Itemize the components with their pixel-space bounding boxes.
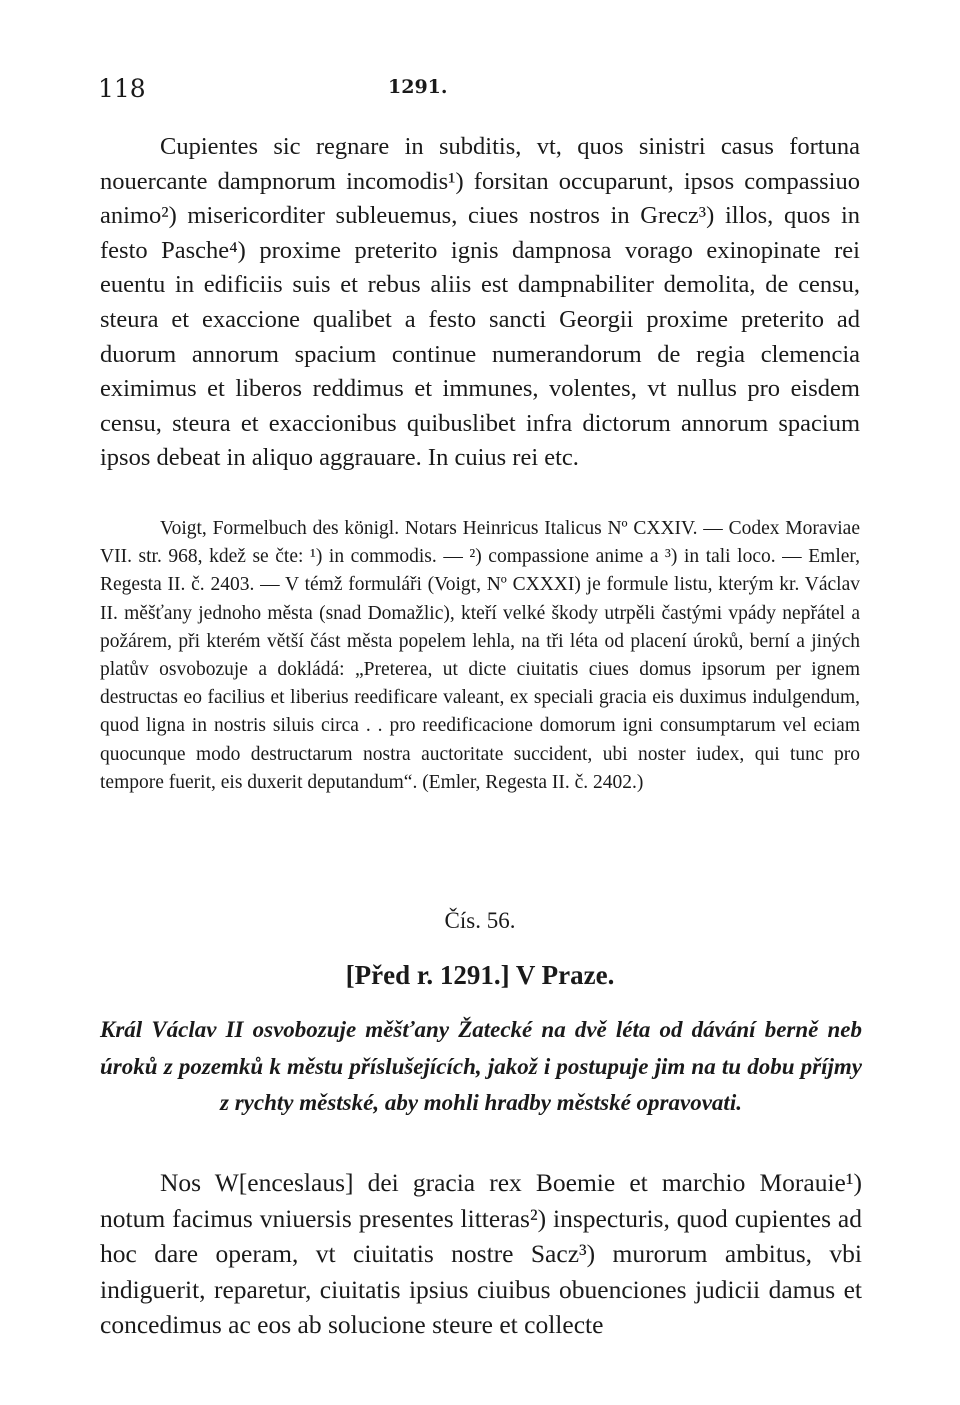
footnotes — [100, 515, 860, 797]
document-number: Čís. 56. — [444, 908, 516, 933]
main-paragraph: Cupientes sic regnare in subditis, vt, quos sinistri casus fortuna nouercante dampnorum incomodis¹) forsitan occuparunt, ipsos compassiuo animo²) misericorditer subleuemus, ciues nostros in Grecz³) illos, quos in festo Pasche⁴) proxime preterito ignis dampnosa vorago exinopinate rei euentu in edificiis suis et rebus aliis est dampnabiliter demolita, de censu, steura et exaccione qualibet a festo sancti Georgii proxime preterito ad duorum annorum spacium continue numerandorum de regia clemencia eximimus et liberos reddimus et immunes, volentes, vt nullus pro eisdem censu, steura et exaccionibus quibuslibet infra dictorum annorum spacium ipsos debeat in aliquo aggrauare. In cuius rei etc. — [100, 133, 860, 472]
main-text — [100, 130, 860, 476]
notes-paragraph: Voigt, Formelbuch des königl. Notars Heinricus Italicus Nº CXXIV. — Codex Moraviae VII. str. 968, kdež se čte: ¹) in commodis. — ²) compassione anime a ³) in tali loco. — Emler, Regesta II. č. 2403. — V témž formuláři (Voigt, Nº CXXXI) je formule listu, kterým kr. Václav II. měšťany jednoho města (snad Domažlic), kteří velké škody utrpěli častými vpády nepřátel a požárem, při kterém větší část města popelem lehla, na tři léta od placení úroků, berní a jiných platův osvobozuje a dokládá: „Preterea, ut dicte ciuitatis ciues domus ipsorum per ignem destructas eo facilius et liberius reedificare valeant, ex speciali gracia eis duximus indulgendum, quod ligna in nostris siluis circa . . pro reedificacione domorum igni consumptarum vel eciam quocunque modo destructarum nostra auctoritate succident, ubi noster iudex, qui tunc pro tempore fuerit, eis duxerit deputandum“. (Emler, Regesta II. č. 2402.) — [100, 518, 860, 793]
document-text-paragraph: Nos W[enceslaus] dei gracia rex Boemie et marchio Morauie¹) notum facimus vniuersis presentes litteras²) inspecturis, quod cupientes ad hoc dare operam, vt ciuitatis nostre Sacz³) murorum ambitus, vbi indiguerit, reparetur, ciuitatis ipsius ciuibus obuenciones judicii damus et concedimus ac eos ab solucione steure et collecte — [100, 1168, 862, 1339]
document-text — [100, 1165, 862, 1343]
document-regest: Král Václav II osvobozuje měšťany Žatecké na dvě léta od dávání berně neb úroků z pozemků k městu příslušejících, jakož i postupuje jim na tu dobu příjmy z rychty městské, aby mohli hradby městské opravovati. — [100, 1017, 862, 1115]
page-header — [98, 74, 862, 104]
running-head-year: 1291. — [388, 76, 448, 98]
document-date-place: [Před r. 1291.] V Praze. — [345, 960, 615, 990]
page-number: 118 — [98, 74, 146, 103]
